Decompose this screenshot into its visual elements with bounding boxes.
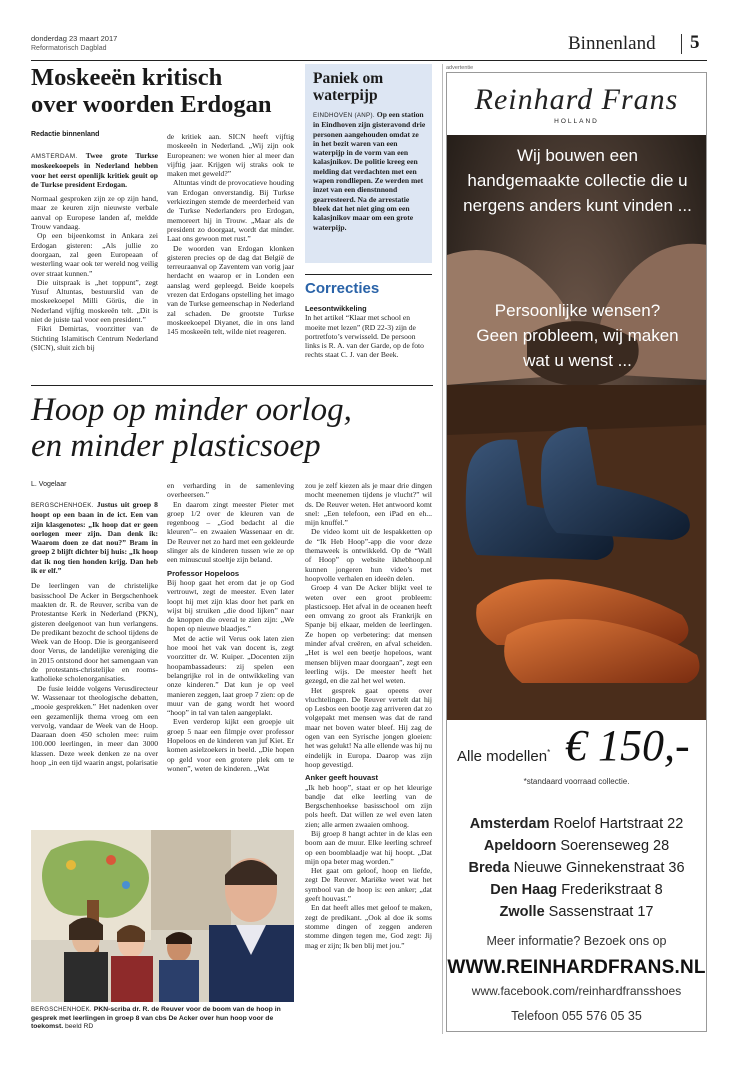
store-item [447,838,706,854]
header-publication: Reformatorisch Dagblad [31,45,107,52]
corrections-subtitle: Leesontwikkeling [305,304,367,313]
store-item [447,904,706,920]
corrections-title: Correcties [305,280,380,297]
sidebar-box [305,64,432,263]
store-address: Roelof Hartstraat 22 [553,816,684,832]
ad-phone: Telefoon 055 576 05 35 [511,1009,642,1023]
ad-price-label [457,748,550,765]
article2-lead: Justus uit groep 8 hoopt op een baan in de ict. Een van zijn klasgenotes: „Ik hoop dat er geen oorlogen meer zijn. Dan denk ik: Waarom doen ze dat nou?” Bram in groep 2 blijft dichter bij huis: „Ik hoop dat ik nog tien honden krijg. Dan heb ik er elf.” [31,500,158,576]
sidebar-title-line2: waterpijp [313,87,378,104]
article1-dateline: AMSTERDAM. [31,153,78,160]
caption-credit: beeld RD [65,1023,94,1031]
article1-para: Op een bijeenkomst in Ankara zei Erdogan gisteren: „Als jullie zo doorgaan, zal geen Europeaan of westerling waar ook ter wereld nog veilig over straat kunnen.” [31,231,158,278]
ad-more-info: Meer informatie? Bezoek ons op [486,934,667,948]
store-address: Frederikstraat 8 [561,882,663,898]
header-rule [31,60,707,61]
article2-photo [31,830,294,1002]
ad-photo [447,135,707,720]
sidebar-dateline: EINDHOVEN (ANP). [313,112,375,119]
caption-text: PKN-scriba dr. R. de Reuver voor de boom van de hoop in gesprek met leerlingen in groep 8 van cbs De Acker over hun hoop voor de toekomst. [31,1006,281,1031]
store-item [447,882,706,898]
store-item [447,860,706,876]
article2-para: Met de actie wil Verus ook laten zien hoe mooi het vak van docent is, zegt voorzitter dr. W. Kuiper. „Docenten zijn hoopambassadeurs: zij spelen een belangrijke rol in de ontwikkeling van onze kinderen.” Dat kun je op veel manieren zeggen, laat groep 7 zien: op de muur van de gang wordt het woord “hoop” in tal van talen aangeplakt. [167,633,294,718]
article1-para: Fikri Demirtas, voorzitter van de Stichting Islamitisch Centrum Nederland (SICN), sluit zich bij [31,324,158,352]
ad-tagline-line: nergens anders kunt vinden ... [463,196,692,215]
section-rule [31,385,433,386]
ad-wishes-line: wat u wenst ... [523,351,632,370]
ad-price-note: *standaard voorraad collectie. [523,777,630,786]
article2-para: Het gaat om geloof, hoop en liefde, zegt De Reuver. Mariëke weet wat het symbool van de hoop is: een anker; „dat geeft houvast.” [305,866,432,904]
ad-label: advertentie [446,65,474,71]
article2-byline: L. Vogelaar [31,481,67,488]
sidebar-title-line1: Paniek om [313,70,384,87]
article2-col3 [305,481,432,950]
article1-title [31,64,271,118]
price-asterisk: * [547,748,551,757]
caption-place: BERGSCHENHOEK. [31,1007,92,1013]
header-date: donderdag 23 maart 2017 [31,34,118,43]
article2-para: „Ik heb hoop”, staat er op het kleurige bandje dat elke leerling van de Bergschenhoekse basisschool om zijn pols heeft. Dat willen ze wel even laten zien; alle armen zwaaien omhoog. [305,782,432,829]
article2-para: De leerlingen van de christelijke basisschool De Acker in Bergschenhoek maakten dr. R. de Reuver, scriba van de Protestantse Kerk in Nederland (PKN), gisteren deelgenoot van hun verlangens. De predikant bezocht de school tijdens de Week van de Hoop. Die is georganiseerd door Verus, de landelijke vereniging die in 2015 ontstond door het samengaan van de protestants-christelijke en rooms-katholieke scholenorganisaties. [31,581,158,684]
article1-col1 [31,151,158,352]
article1-para: Die uitspraak is „het toppunt”, zegt Yusuf Altuntas, bestuurslid van de moskeekoepel Milli Görüs, die in Nederland vijftig moskeeën telt. „Dit is niet de juiste taal voor een president.” [31,277,158,325]
article2-para: Het gesprek gaat opeens over vluchtelingen. De Reuver vertelt dat hij op Lesbos een bootje zag arriveren dat zo volgepakt met mensen was dat de rand maar net boven water bleef. Hij zag de ogen van een Syrische jongen gloeien: het was gelukt! Na alle ellende was hij nu eindelijk in Europa. Daarop was zijn hoop gevestigd. [305,685,432,769]
store-city: Breda [468,860,510,876]
ad-brand: Reinhard Frans [474,83,679,116]
sidebar-body: Op een station in Eindhoven zijn gisteravond drie personen aangehouden omdat ze in het bezit waren van een waterpijp in de vorm van een kalasjnikov. De politie kreeg een melding dat verdachten met een wapen rondliepen. Ze werden met inzet van een dienstnnond gearresteerd. Na de arrestatie bleek dat het niet ging om een kalasjnikov maar om een grote waterpijp. [313,110,426,232]
sidebar-text [313,110,426,232]
article1-byline: Redactie binnenland [31,131,100,138]
corrections-body [305,304,432,360]
ad-tagline [447,143,707,218]
page-number: 5 [690,32,700,53]
ad-facebook-link[interactable]: www.facebook.com/reinhardfransshoes [471,984,682,998]
advertisement [446,72,707,1032]
article2-para: Bij groep 8 hangt achter in de klas een boom aan de muur. Elke leerling schreef op een boomblaadje wat hij hoopt. „Dat mijn opa beter mag worden.” [305,828,432,866]
article2-title-line2: en minder plasticsoep [31,428,321,464]
article2-para: zou je zelf kiezen als je maar drie dingen mocht meenemen tijdens je vlucht?” wil ds. De Reuver weten. Het antwoord komt snel: „Een telefoon, een iPad en eh... mijn knuffel.” [305,481,432,528]
ad-wishes-line: Geen probleem, wij maken [476,326,679,345]
ad-website-link[interactable]: WWW.REINHARDFRANS.NL [447,957,706,978]
article1-title-line1: Moskeeën kritisch [31,64,223,91]
article1-para: De woorden van Erdogan klonken gisteren precies op de dag dat België de terreuraanval op Zaventem van vorig jaar herdacht en waarop er in Londen een aanslag werd gepleegd. Beide koepels vrezen dat Erdogans opstelling het imago van de Turkse gemeenschap in Nederland zal schaden. De grootste Turkse moskeekoepel Diyanet, die in ons land 145 moskeeën telt, wilde niet reageren. [167,243,294,337]
article1-lead: Twee grote Turkse moskeekoepels in Nederland hebben voor het eerst openlijk kritiek geuit op de Turkse president Erdogan. [31,151,158,189]
ad-divider [442,64,443,1034]
store-address: Soerenseweg 28 [560,838,670,854]
store-city: Zwolle [499,904,545,920]
article1-title-line2: over woorden Erdogan [31,91,272,118]
article1-para: de kritiek aan. SICN heeft vijftig moskeeën in Nederland. „Wij zijn ook Europeanen: we wonen hier al meer dan vijftig jaar. Krijgen wij straks ook te maken met geweld?” [167,132,294,179]
article2-col1 [31,500,158,767]
store-address: Sassenstraat 17 [548,904,654,920]
article2-para: De fusie leidde volgens Verusdirecteur W. Wassenaar tot theologische debatten, „mooie gesprekken.” Het nadenken over een gezamenlijk thema vroeg om een vervolg, vandaar de Week van de Hoop. Daaraan doen 450 scholen mee: ruim 100.000 leerlingen, in meer dan 3000 klassen. Deze week denken ze na over hoop „in een tijd waarin angst, polarisatie [31,683,158,768]
corrections-text: In het artikel “Klaar met school en moeite met lezen” (RD 22-3) zijn de portretfoto’s verwisseld. De persoon links is R. A. van der Garde, op de foto rechts staat C. J. van der Beek. [305,313,424,360]
article2-photo-caption [31,1006,294,1032]
section-name: Binnenland [568,33,656,54]
article1-para: Normaal gesproken zijn ze op zijn hand, maar ze keuren zijn nieuwste verbale aanval op Europese landen af, meldde Trouw vandaag. [31,194,158,232]
ad-price: € 150,- [565,721,690,770]
classroom-photo-illustration [31,830,294,1002]
price-label-text: Alle modellen [457,748,548,765]
article2-para: En dat heeft alles met geloof te maken, zegt de predikant. „Ook al doe ik soms stomme dingen of zeggen anderen stomme dingen tegen me, God zegt: Jij mag er zijn; Ik ben blij met jou.” [305,903,432,950]
article2-dateline: BERGSCHENHOEK. [31,502,94,509]
store-address: Nieuwe Ginnekenstraat 36 [513,860,685,876]
header-divider [681,34,682,54]
ad-tagline-line: Wij bouwen een [517,146,638,165]
article2-para: De video komt uit de lespakketten op de “Ik Heb Hoop”-app die voor deze themaweek is ontwikkeld. Op de “Wall of Hoop” op website ikhebhoop.nl kunnen jongeren hun video’s met hoopvolle verhalen en ideeën delen. [305,527,432,583]
store-city: Amsterdam [469,816,550,832]
article1-para: Altuntas vindt de provocatieve houding van Erdogan onverstandig. Bij Turkse verkiezingen stemde de meerderheid van de Turkse Nederlanders pro Erdogan, memoreert hij in Trouw. „Maar als de president zo doorgaat, wordt dat minder. Laat ons gewoon met rust.” [167,178,294,244]
shoes-illustration [447,135,707,720]
article2-para: Bij hoop gaat het erom dat je op God vertrouwt, zegt de meester. Even later loopt hij met zijn klas door het park en wijst bij struiken „die dood lijken” naar de knoppen die overal te zien zijn: „We hopen op nieuwe blaadjes.” [167,577,294,634]
article2-subheading: Professor Hopeloos [167,568,240,578]
article2-para: Even verderop kijkt een groepje uit groep 5 naar een filmpje over professor Hopeloos en de kinderen van juf Kiet. Er komen asielzoekers in beeld. „Die hopen op geld voor een grotere plek om te wonen”, weten de kinderen. „Wat [167,717,294,773]
ad-brand-sub: HOLLAND [554,118,599,125]
corrections-rule [305,274,432,275]
article2-subheading: Anker geeft houvast [305,773,379,783]
article1-col2 [167,132,294,337]
article2-title-line1: Hoop op minder oorlog, [31,392,352,428]
article2-title [31,392,352,464]
store-city: Apeldoorn [483,838,557,854]
ad-tagline-line: handgemaakte collectie die u [467,171,688,190]
article2-para: en verharding in de samenleving overheersen.” [167,481,294,500]
article2-para: Groep 4 van De Acker blijkt veel te weten over een groot probleem: plasticsoep. Het afval in de oceanen heeft een omvang zo groot als Frankrijk en Spanje bij elkaar, melden de leerlingen. Ze hopen op verbetering: dat mensen minder afval creëren, en afval scheiden. „Het is wel een beetje hopeloos, want mensen blijven maar doorgaan”, zegt een leerling wijs. De meester heeft het gezegd, en die zal het wel weten. [305,583,432,686]
store-item [447,816,706,832]
ad-wishes-line: Persoonlijke wensen? [494,301,661,320]
sidebar-title [313,70,383,104]
store-city: Den Haag [490,882,558,898]
ad-wishes [447,298,707,373]
article2-para: En daarom zingt meester Pieter met groep 1/2 over de kleuren van de regenboog – „God bedacht al die kleuren”– en zwaaien Wassenaar en dr. De Reuver net zo hard met een gekleurde slinger als de kinderen tussen wie ze op een minuscuul stoeltje zijn beland. [167,499,294,565]
article2-col2 [167,481,294,773]
